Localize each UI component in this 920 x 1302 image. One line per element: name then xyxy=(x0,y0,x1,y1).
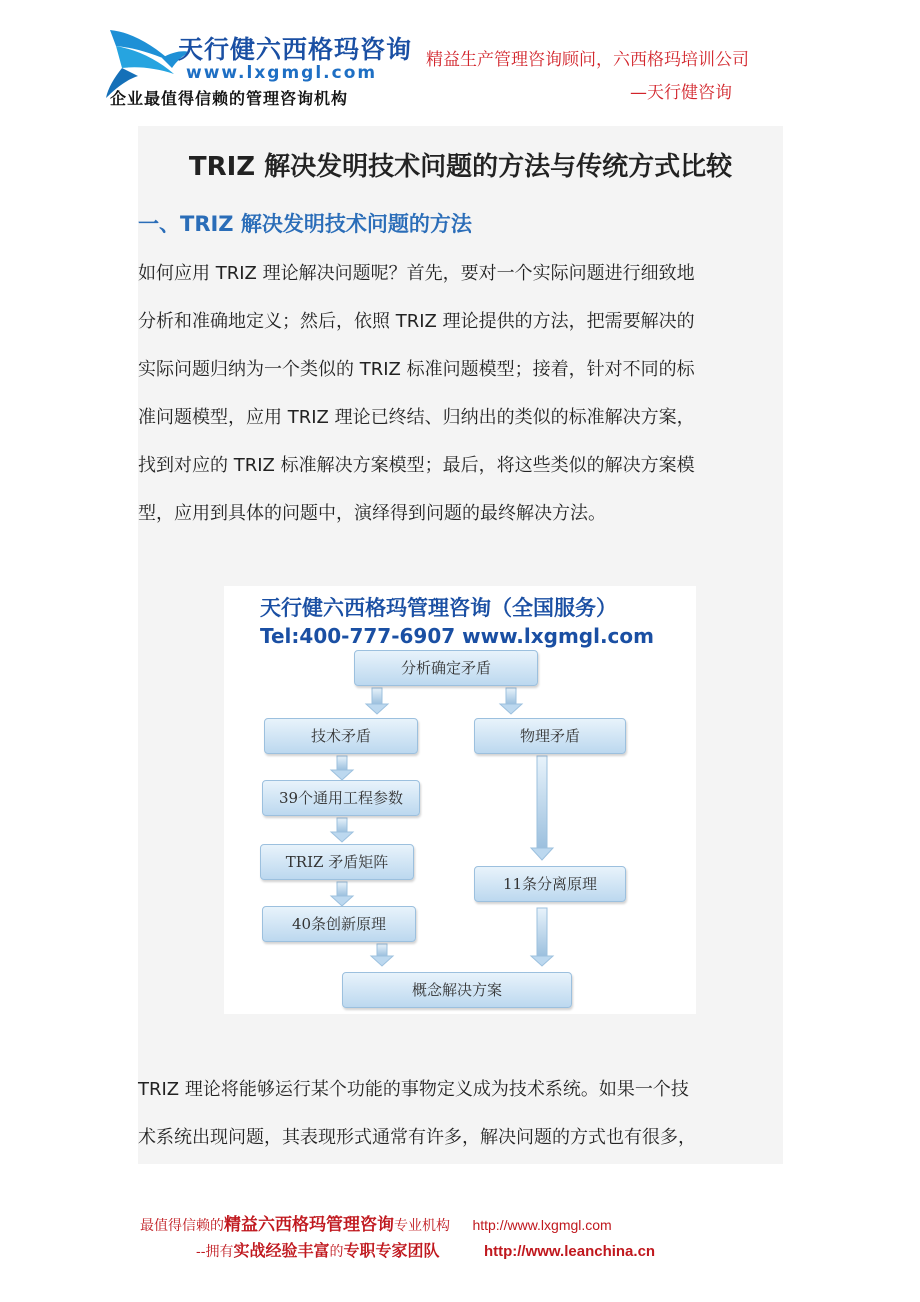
paragraph-line: TRIZ 理论将能够运行某个功能的事物定义成为技术系统。如果一个技 xyxy=(138,1079,689,1100)
footer-text: 专业机构 xyxy=(394,1218,450,1234)
page-footer xyxy=(0,1200,920,1270)
box-40-principles: 40条创新原理 xyxy=(262,906,416,942)
footer-text: 最值得信赖的 xyxy=(140,1218,224,1234)
paragraph-line: 找到对应的 TRIZ 标准解决方案模型；最后，将这些类似的解决方案模 xyxy=(138,455,695,476)
footer-highlight: 专职专家团队 xyxy=(343,1241,440,1260)
paragraph-line: 准问题模型，应用 TRIZ 理论已终结、归纳出的类似的标准解决方案， xyxy=(138,407,695,428)
document-title: TRIZ 解决发明技术问题的方法与传统方式比较 xyxy=(188,152,733,182)
header-tagline: 精益生产管理咨询顾问，六西格玛培训公司 xyxy=(426,50,749,70)
arrow-down-icon xyxy=(366,688,388,714)
paragraph-line: 术系统出现问题，其表现形式通常有许多，解决问题的方式也有很多， xyxy=(138,1127,696,1148)
diagram-header-company: 天行健六西格玛管理咨询（全国服务） xyxy=(260,596,617,620)
section-heading: 一、TRIZ 解决发明技术问题的方法 xyxy=(138,212,472,236)
box-concept-solution: 概念解决方案 xyxy=(342,972,572,1008)
page-header xyxy=(0,0,920,120)
box-11-separation: 11条分离原理 xyxy=(474,866,626,902)
logo-title: 天行健六西格玛咨询 xyxy=(178,35,413,64)
paragraph-line: 如何应用 TRIZ 理论解决问题呢？首先，要对一个实际问题进行细致地 xyxy=(138,263,695,284)
arrow-down-icon xyxy=(331,882,353,906)
paragraph-line: 实际问题归纳为一个类似的 TRIZ 标准问题模型；接着，针对不同的标 xyxy=(138,359,695,380)
footer-highlight: 实战经验丰富 xyxy=(233,1241,330,1260)
box-39-parameters: 39个通用工程参数 xyxy=(262,780,420,816)
paragraph-2 xyxy=(138,1066,783,1162)
arrow-down-icon xyxy=(331,756,353,780)
paragraph-1 xyxy=(138,250,783,538)
document-body xyxy=(138,126,783,1164)
triz-flow-diagram xyxy=(224,586,696,1014)
arrow-down-icon xyxy=(331,818,353,842)
header-signature: —天行健咨询 xyxy=(630,83,732,103)
paragraph-line: 型，应用到具体的问题中，演绎得到问题的最终解决方法。 xyxy=(138,503,606,524)
arrow-down-icon xyxy=(500,688,522,714)
footer-text: 的 xyxy=(329,1244,344,1260)
box-triz-matrix: TRIZ 矛盾矩阵 xyxy=(260,844,414,880)
footer-highlight: 精益六西格玛管理咨询 xyxy=(224,1215,394,1235)
arrow-down-icon xyxy=(371,944,393,966)
footer-url-2[interactable]: http://www.leanchina.cn xyxy=(483,1243,656,1260)
arrow-down-icon xyxy=(531,908,553,966)
footer-line-2 xyxy=(196,1238,655,1261)
arrow-down-icon xyxy=(531,756,553,860)
footer-text: --拥有 xyxy=(196,1244,234,1260)
box-technical-contradiction: 技术矛盾 xyxy=(264,718,418,754)
paragraph-line: 分析和准确地定义；然后，依照 TRIZ 理论提供的方法，把需要解决的 xyxy=(138,311,695,332)
box-analyze-contradiction: 分析确定矛盾 xyxy=(354,650,538,686)
diagram-header-contact: Tel:400-777-6907 www.lxgmgl.com xyxy=(260,624,654,648)
logo-url[interactable]: www.lxgmgl.com xyxy=(186,63,378,83)
footer-line-1 xyxy=(140,1210,612,1235)
logo-slogan: 企业最值得信赖的管理咨询机构 xyxy=(110,89,349,108)
box-physical-contradiction: 物理矛盾 xyxy=(474,718,626,754)
footer-url-1[interactable]: http://www.lxgmgl.com xyxy=(472,1217,612,1233)
